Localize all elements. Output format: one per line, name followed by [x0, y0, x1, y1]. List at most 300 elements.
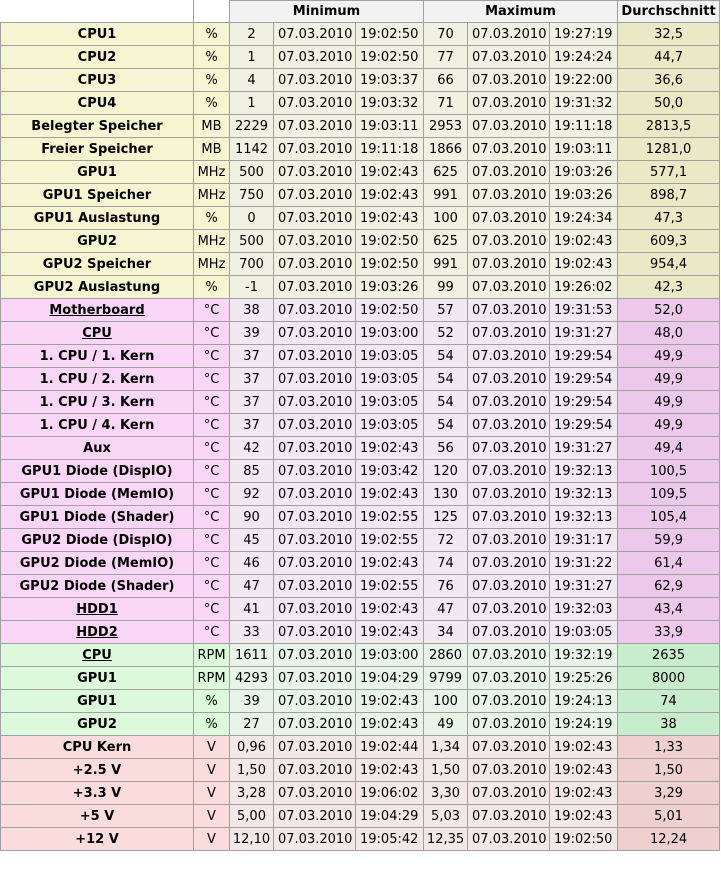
table-row	[0, 414, 720, 437]
min-value: 1	[230, 46, 274, 69]
table-row	[0, 253, 720, 276]
max-time: 19:31:53	[550, 299, 618, 322]
table-row	[0, 759, 720, 782]
min-value: 42	[230, 437, 274, 460]
sensor-name: 1. CPU / 2. Kern	[0, 368, 194, 391]
min-value: 39	[230, 322, 274, 345]
min-date: 07.03.2010	[274, 115, 356, 138]
sensor-name: 1. CPU / 4. Kern	[0, 414, 194, 437]
max-date: 07.03.2010	[468, 483, 550, 506]
average-value: 33,9	[618, 621, 720, 644]
unit-cell: %	[194, 276, 230, 299]
table-row	[0, 782, 720, 805]
unit-cell: %	[194, 69, 230, 92]
unit-cell: V	[194, 782, 230, 805]
min-date: 07.03.2010	[274, 460, 356, 483]
sensor-name: GPU1 Diode (Shader)	[0, 506, 194, 529]
max-date: 07.03.2010	[468, 391, 550, 414]
min-value: 37	[230, 345, 274, 368]
max-date: 07.03.2010	[468, 713, 550, 736]
max-time: 19:32:19	[550, 644, 618, 667]
average-value: 8000	[618, 667, 720, 690]
sensor-name: GPU1	[0, 161, 194, 184]
table-row	[0, 92, 720, 115]
header-blank-unit	[194, 0, 230, 23]
average-value: 42,3	[618, 276, 720, 299]
max-time: 19:03:26	[550, 161, 618, 184]
sensor-name: GPU1 Auslastung	[0, 207, 194, 230]
max-value: 76	[424, 575, 468, 598]
unit-cell: V	[194, 805, 230, 828]
unit-cell: °C	[194, 460, 230, 483]
max-date: 07.03.2010	[468, 667, 550, 690]
min-value: 500	[230, 161, 274, 184]
min-time: 19:02:43	[356, 598, 424, 621]
min-date: 07.03.2010	[274, 759, 356, 782]
unit-cell: °C	[194, 345, 230, 368]
max-date: 07.03.2010	[468, 253, 550, 276]
min-date: 07.03.2010	[274, 621, 356, 644]
max-date: 07.03.2010	[468, 782, 550, 805]
sensor-name: GPU1	[0, 667, 194, 690]
unit-cell: °C	[194, 552, 230, 575]
max-date: 07.03.2010	[468, 437, 550, 460]
sensor-name: CPU3	[0, 69, 194, 92]
max-time: 19:31:27	[550, 322, 618, 345]
average-value: 109,5	[618, 483, 720, 506]
max-value: 70	[424, 23, 468, 46]
sensor-name: CPU Kern	[0, 736, 194, 759]
unit-cell: V	[194, 736, 230, 759]
max-value: 66	[424, 69, 468, 92]
max-date: 07.03.2010	[468, 207, 550, 230]
average-value: 105,4	[618, 506, 720, 529]
max-value: 625	[424, 230, 468, 253]
average-value: 5,01	[618, 805, 720, 828]
table-row	[0, 828, 720, 851]
min-time: 19:03:32	[356, 92, 424, 115]
min-time: 19:02:43	[356, 161, 424, 184]
min-value: 41	[230, 598, 274, 621]
unit-cell: MHz	[194, 230, 230, 253]
unit-cell: MHz	[194, 161, 230, 184]
min-date: 07.03.2010	[274, 322, 356, 345]
table-row	[0, 736, 720, 759]
max-value: 991	[424, 184, 468, 207]
sensor-name: +5 V	[0, 805, 194, 828]
table-row	[0, 621, 720, 644]
unit-cell: V	[194, 828, 230, 851]
sensor-name: CPU4	[0, 92, 194, 115]
min-time: 19:03:05	[356, 368, 424, 391]
table-row	[0, 299, 720, 322]
max-time: 19:32:03	[550, 598, 618, 621]
min-time: 19:11:18	[356, 138, 424, 161]
min-date: 07.03.2010	[274, 23, 356, 46]
min-date: 07.03.2010	[274, 529, 356, 552]
min-time: 19:03:00	[356, 644, 424, 667]
min-time: 19:02:43	[356, 184, 424, 207]
max-date: 07.03.2010	[468, 575, 550, 598]
min-date: 07.03.2010	[274, 575, 356, 598]
table-row	[0, 207, 720, 230]
average-value: 100,5	[618, 460, 720, 483]
min-value: 33	[230, 621, 274, 644]
max-value: 54	[424, 391, 468, 414]
min-value: 4	[230, 69, 274, 92]
min-time: 19:02:50	[356, 230, 424, 253]
min-value: 0,96	[230, 736, 274, 759]
average-value: 36,6	[618, 69, 720, 92]
sensor-name: 1. CPU / 3. Kern	[0, 391, 194, 414]
min-time: 19:03:26	[356, 276, 424, 299]
max-value: 100	[424, 207, 468, 230]
min-time: 19:02:44	[356, 736, 424, 759]
unit-cell: MB	[194, 138, 230, 161]
table-row	[0, 138, 720, 161]
unit-cell: %	[194, 92, 230, 115]
min-value: 37	[230, 368, 274, 391]
min-value: 4293	[230, 667, 274, 690]
min-value: 1,50	[230, 759, 274, 782]
min-date: 07.03.2010	[274, 506, 356, 529]
min-value: 5,00	[230, 805, 274, 828]
max-time: 19:02:50	[550, 828, 618, 851]
average-value: 62,9	[618, 575, 720, 598]
max-date: 07.03.2010	[468, 621, 550, 644]
min-date: 07.03.2010	[274, 138, 356, 161]
max-date: 07.03.2010	[468, 460, 550, 483]
sensor-name: +12 V	[0, 828, 194, 851]
table-row	[0, 115, 720, 138]
average-value: 49,9	[618, 345, 720, 368]
max-value: 100	[424, 690, 468, 713]
min-time: 19:03:42	[356, 460, 424, 483]
sensor-name: GPU1	[0, 690, 194, 713]
unit-cell: °C	[194, 437, 230, 460]
unit-cell: °C	[194, 368, 230, 391]
unit-cell: %	[194, 23, 230, 46]
sensor-name: GPU2 Diode (Shader)	[0, 575, 194, 598]
table-row	[0, 345, 720, 368]
min-value: 85	[230, 460, 274, 483]
max-value: 1,50	[424, 759, 468, 782]
max-date: 07.03.2010	[468, 552, 550, 575]
min-value: 3,28	[230, 782, 274, 805]
average-value: 898,7	[618, 184, 720, 207]
max-time: 19:29:54	[550, 345, 618, 368]
min-date: 07.03.2010	[274, 368, 356, 391]
average-value: 1,33	[618, 736, 720, 759]
table-row	[0, 713, 720, 736]
min-date: 07.03.2010	[274, 690, 356, 713]
min-value: 1	[230, 92, 274, 115]
min-value: 12,10	[230, 828, 274, 851]
table-row	[0, 575, 720, 598]
max-date: 07.03.2010	[468, 759, 550, 782]
table-row	[0, 161, 720, 184]
min-time: 19:02:43	[356, 207, 424, 230]
average-value: 44,7	[618, 46, 720, 69]
unit-cell: MHz	[194, 253, 230, 276]
min-date: 07.03.2010	[274, 207, 356, 230]
sensor-name: GPU1 Diode (MemIO)	[0, 483, 194, 506]
average-value: 43,4	[618, 598, 720, 621]
min-date: 07.03.2010	[274, 230, 356, 253]
min-date: 07.03.2010	[274, 483, 356, 506]
max-date: 07.03.2010	[468, 598, 550, 621]
max-time: 19:03:11	[550, 138, 618, 161]
table-row	[0, 460, 720, 483]
max-time: 19:32:13	[550, 506, 618, 529]
min-time: 19:02:55	[356, 506, 424, 529]
max-time: 19:24:13	[550, 690, 618, 713]
max-date: 07.03.2010	[468, 805, 550, 828]
table-row	[0, 552, 720, 575]
min-value: -1	[230, 276, 274, 299]
max-date: 07.03.2010	[468, 92, 550, 115]
min-value: 37	[230, 414, 274, 437]
max-time: 19:03:05	[550, 621, 618, 644]
max-time: 19:31:27	[550, 575, 618, 598]
min-value: 45	[230, 529, 274, 552]
max-value: 120	[424, 460, 468, 483]
unit-cell: %	[194, 207, 230, 230]
min-value: 2	[230, 23, 274, 46]
sensor-rows	[0, 23, 720, 851]
max-date: 07.03.2010	[468, 69, 550, 92]
sensor-name-link[interactable]: HDD2	[0, 621, 194, 644]
min-time: 19:02:43	[356, 483, 424, 506]
min-time: 19:02:43	[356, 759, 424, 782]
sensor-name-link[interactable]: Motherboard	[0, 299, 194, 322]
min-date: 07.03.2010	[274, 667, 356, 690]
min-date: 07.03.2010	[274, 782, 356, 805]
max-value: 49	[424, 713, 468, 736]
max-value: 2953	[424, 115, 468, 138]
max-time: 19:02:43	[550, 230, 618, 253]
max-value: 56	[424, 437, 468, 460]
min-date: 07.03.2010	[274, 345, 356, 368]
sensor-name-link[interactable]: CPU	[0, 644, 194, 667]
max-date: 07.03.2010	[468, 23, 550, 46]
min-date: 07.03.2010	[274, 391, 356, 414]
unit-cell: °C	[194, 506, 230, 529]
max-time: 19:24:34	[550, 207, 618, 230]
table-row	[0, 805, 720, 828]
sensor-name: 1. CPU / 1. Kern	[0, 345, 194, 368]
table-row	[0, 322, 720, 345]
max-value: 5,03	[424, 805, 468, 828]
max-date: 07.03.2010	[468, 690, 550, 713]
sensor-name: GPU2 Diode (DispIO)	[0, 529, 194, 552]
max-value: 125	[424, 506, 468, 529]
max-value: 54	[424, 414, 468, 437]
unit-cell: °C	[194, 575, 230, 598]
max-value: 991	[424, 253, 468, 276]
average-value: 954,4	[618, 253, 720, 276]
max-time: 19:02:43	[550, 253, 618, 276]
max-time: 19:31:22	[550, 552, 618, 575]
average-value: 1,50	[618, 759, 720, 782]
min-time: 19:02:55	[356, 575, 424, 598]
max-date: 07.03.2010	[468, 345, 550, 368]
unit-cell: %	[194, 713, 230, 736]
min-value: 27	[230, 713, 274, 736]
max-value: 77	[424, 46, 468, 69]
max-date: 07.03.2010	[468, 506, 550, 529]
average-value: 2813,5	[618, 115, 720, 138]
max-date: 07.03.2010	[468, 368, 550, 391]
min-value: 90	[230, 506, 274, 529]
unit-cell: °C	[194, 299, 230, 322]
max-date: 07.03.2010	[468, 230, 550, 253]
max-time: 19:31:17	[550, 529, 618, 552]
max-time: 19:02:43	[550, 782, 618, 805]
average-value: 74	[618, 690, 720, 713]
max-value: 74	[424, 552, 468, 575]
max-value: 12,35	[424, 828, 468, 851]
sensor-name: GPU1 Speicher	[0, 184, 194, 207]
max-value: 99	[424, 276, 468, 299]
max-date: 07.03.2010	[468, 529, 550, 552]
min-value: 92	[230, 483, 274, 506]
max-value: 54	[424, 368, 468, 391]
min-time: 19:02:50	[356, 23, 424, 46]
average-value: 38	[618, 713, 720, 736]
max-value: 2860	[424, 644, 468, 667]
average-value: 61,4	[618, 552, 720, 575]
max-date: 07.03.2010	[468, 644, 550, 667]
average-value: 32,5	[618, 23, 720, 46]
min-value: 39	[230, 690, 274, 713]
min-time: 19:04:29	[356, 667, 424, 690]
header-blank-name	[0, 0, 194, 23]
sensor-name: GPU2	[0, 230, 194, 253]
max-time: 19:02:43	[550, 759, 618, 782]
max-value: 3,30	[424, 782, 468, 805]
unit-cell: MHz	[194, 184, 230, 207]
min-time: 19:02:50	[356, 299, 424, 322]
table-row	[0, 391, 720, 414]
table-row	[0, 667, 720, 690]
average-value: 50,0	[618, 92, 720, 115]
max-date: 07.03.2010	[468, 46, 550, 69]
table-row	[0, 598, 720, 621]
min-time: 19:05:42	[356, 828, 424, 851]
min-time: 19:03:37	[356, 69, 424, 92]
min-date: 07.03.2010	[274, 299, 356, 322]
average-value: 59,9	[618, 529, 720, 552]
min-time: 19:04:29	[356, 805, 424, 828]
sensor-name: +2.5 V	[0, 759, 194, 782]
header-minimum: Minimum	[230, 0, 424, 23]
max-value: 1866	[424, 138, 468, 161]
table-row	[0, 690, 720, 713]
table-row	[0, 230, 720, 253]
min-date: 07.03.2010	[274, 736, 356, 759]
table-row	[0, 69, 720, 92]
sensor-name: CPU2	[0, 46, 194, 69]
max-time: 19:31:32	[550, 92, 618, 115]
max-time: 19:22:00	[550, 69, 618, 92]
unit-cell: °C	[194, 391, 230, 414]
max-value: 9799	[424, 667, 468, 690]
average-value: 52,0	[618, 299, 720, 322]
max-time: 19:27:19	[550, 23, 618, 46]
unit-cell: °C	[194, 483, 230, 506]
min-value: 0	[230, 207, 274, 230]
min-date: 07.03.2010	[274, 598, 356, 621]
min-time: 19:02:43	[356, 437, 424, 460]
max-date: 07.03.2010	[468, 161, 550, 184]
min-value: 2229	[230, 115, 274, 138]
max-value: 57	[424, 299, 468, 322]
sensor-name: Freier Speicher	[0, 138, 194, 161]
max-value: 1,34	[424, 736, 468, 759]
min-date: 07.03.2010	[274, 161, 356, 184]
average-value: 49,9	[618, 414, 720, 437]
table-row	[0, 276, 720, 299]
unit-cell: RPM	[194, 644, 230, 667]
average-value: 49,4	[618, 437, 720, 460]
table-row	[0, 437, 720, 460]
sensor-name: GPU2 Speicher	[0, 253, 194, 276]
average-value: 609,3	[618, 230, 720, 253]
min-time: 19:06:02	[356, 782, 424, 805]
min-value: 500	[230, 230, 274, 253]
max-date: 07.03.2010	[468, 184, 550, 207]
min-date: 07.03.2010	[274, 437, 356, 460]
min-time: 19:02:50	[356, 253, 424, 276]
min-date: 07.03.2010	[274, 644, 356, 667]
max-date: 07.03.2010	[468, 322, 550, 345]
unit-cell: RPM	[194, 667, 230, 690]
min-time: 19:03:05	[356, 391, 424, 414]
average-value: 1281,0	[618, 138, 720, 161]
min-time: 19:02:50	[356, 46, 424, 69]
max-value: 72	[424, 529, 468, 552]
table-row	[0, 184, 720, 207]
min-date: 07.03.2010	[274, 92, 356, 115]
max-date: 07.03.2010	[468, 115, 550, 138]
max-time: 19:24:19	[550, 713, 618, 736]
min-value: 38	[230, 299, 274, 322]
sensor-name-link[interactable]: HDD1	[0, 598, 194, 621]
average-value: 48,0	[618, 322, 720, 345]
sensor-name: GPU2	[0, 713, 194, 736]
sensor-name-link[interactable]: CPU	[0, 322, 194, 345]
max-date: 07.03.2010	[468, 276, 550, 299]
max-value: 47	[424, 598, 468, 621]
max-time: 19:11:18	[550, 115, 618, 138]
average-value: 47,3	[618, 207, 720, 230]
min-date: 07.03.2010	[274, 46, 356, 69]
unit-cell: °C	[194, 529, 230, 552]
sensor-name: GPU1 Diode (DispIO)	[0, 460, 194, 483]
max-value: 34	[424, 621, 468, 644]
header-average: Durchschnitt	[618, 0, 720, 23]
sensor-name: Belegter Speicher	[0, 115, 194, 138]
max-time: 19:29:54	[550, 368, 618, 391]
table-row	[0, 368, 720, 391]
min-date: 07.03.2010	[274, 69, 356, 92]
min-date: 07.03.2010	[274, 184, 356, 207]
unit-cell: °C	[194, 598, 230, 621]
table-row	[0, 483, 720, 506]
max-date: 07.03.2010	[468, 414, 550, 437]
table-row	[0, 529, 720, 552]
